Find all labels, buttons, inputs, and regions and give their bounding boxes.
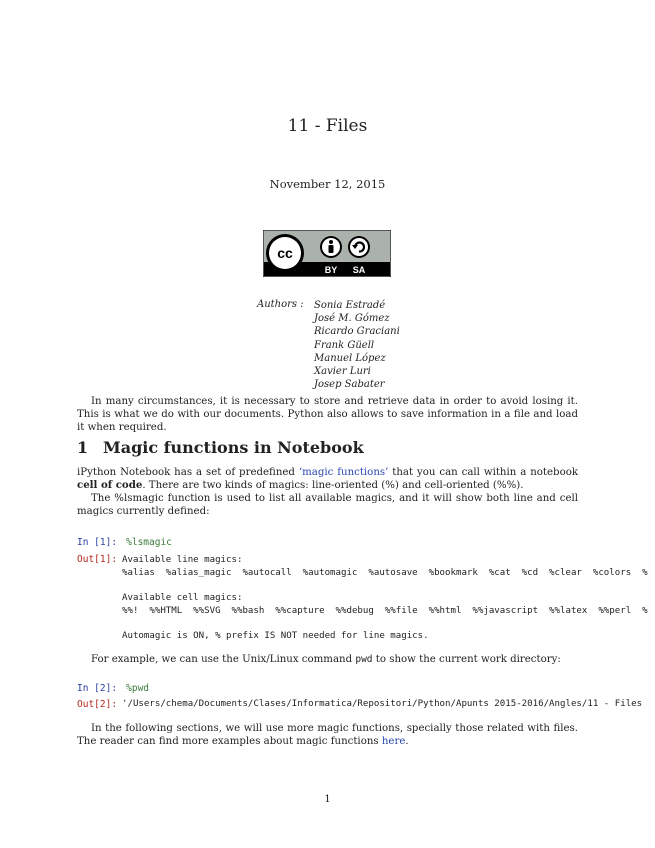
section-number: 1 — [77, 438, 89, 457]
share-alike-icon — [348, 236, 370, 258]
author-name: Ricardo Graciani — [314, 326, 400, 338]
output-line: %alias %alias_magic %autocall %automagic %autosave %bookmark %cat %cd %clear %colors % — [122, 567, 648, 578]
by-label: BY — [324, 265, 338, 275]
text-run: that you can call within a notebook — [388, 467, 579, 478]
output-line: Automagic is ON, % prefix IS NOT needed for line magics. — [122, 631, 429, 642]
text-run: iPython Notebook has a set of predefined — [77, 467, 299, 478]
author-name: Sonia Estradé — [314, 300, 386, 311]
author-name: José M. Gómez — [314, 313, 390, 325]
magic-functions-link[interactable]: ‘magic functions’ — [298, 467, 389, 478]
section-title: Magic functions in Notebook — [103, 438, 364, 457]
output-line: '/Users/chema/Documents/Clases/Informatica/Repositori/Python/Apunts 2015-2016/Angles/11 - Files — [122, 699, 643, 709]
lsmagic-text: The %lsmagic function is used to list all available magics, and it will show both line and cell magics currently defined: — [77, 493, 578, 517]
output-line: %%! %%HTML %%SVG %%bash %%capture %%debug %%file %%html %%javascript %%latex %%perl % — [122, 605, 648, 616]
output-prompt: Out[2]: — [77, 699, 118, 710]
bold-text: cell of code — [77, 479, 143, 491]
intro-paragraph — [77, 395, 578, 434]
authors-label: Authors : — [257, 299, 304, 310]
input-cell-2 — [77, 676, 149, 695]
input-prompt: In [2]: — [77, 683, 118, 694]
author-name: Frank Güell — [314, 339, 375, 351]
authors-list — [314, 299, 400, 391]
sa-label: SA — [352, 265, 366, 275]
paragraph-pwd — [77, 653, 578, 666]
attribution-icon — [320, 236, 342, 258]
paragraph-lsmagic — [77, 492, 578, 518]
text-run: to show the current work directory: — [372, 654, 561, 665]
document-date: November 12, 2015 — [269, 177, 386, 191]
cc-icon — [266, 234, 304, 272]
output-line — [122, 618, 655, 631]
output-line: Available cell magics: — [122, 593, 243, 604]
output-line — [122, 579, 655, 592]
input-cell-1 — [77, 530, 172, 549]
cell-code: %pwd — [126, 683, 150, 694]
input-prompt: In [1]: — [77, 537, 118, 548]
here-link[interactable]: here — [381, 736, 406, 747]
document-title: 11 - Files — [287, 116, 368, 136]
section-heading — [77, 438, 364, 457]
output-cell-1 — [122, 554, 655, 644]
cc-text: cc — [277, 245, 293, 261]
output-prompt: Out[1]: — [77, 554, 118, 565]
text-run: In the following sections, we will use more magic functions, specially those related with files. The reader can find more examples about magic functions — [77, 723, 578, 747]
output-cell-2 — [122, 699, 655, 712]
author-name: Josep Sabater — [314, 379, 385, 391]
inline-code: pwd — [355, 654, 373, 665]
intro-text: In many circumstances, it is necessary to store and retrieve data in order to avoid losing it. This is what we do with our documents. Python also allows to save information in a file and load it when required. — [77, 396, 578, 433]
page-number: 1 — [324, 794, 331, 805]
text-run: For example, we can use the Unix/Linux command — [91, 654, 356, 665]
cell-code: %lsmagic — [126, 537, 172, 548]
paragraph-magic-intro — [77, 466, 578, 492]
author-name: Manuel López — [314, 352, 386, 364]
output-line: Available line magics: — [122, 555, 243, 565]
cc-by-sa-badge — [263, 230, 391, 277]
text-run: . — [405, 736, 409, 747]
author-name: Xavier Luri — [314, 366, 371, 378]
paragraph-following — [77, 722, 578, 748]
text-run: . There are two kinds of magics: line-oriented (%) and cell-oriented (%%). — [142, 480, 524, 491]
